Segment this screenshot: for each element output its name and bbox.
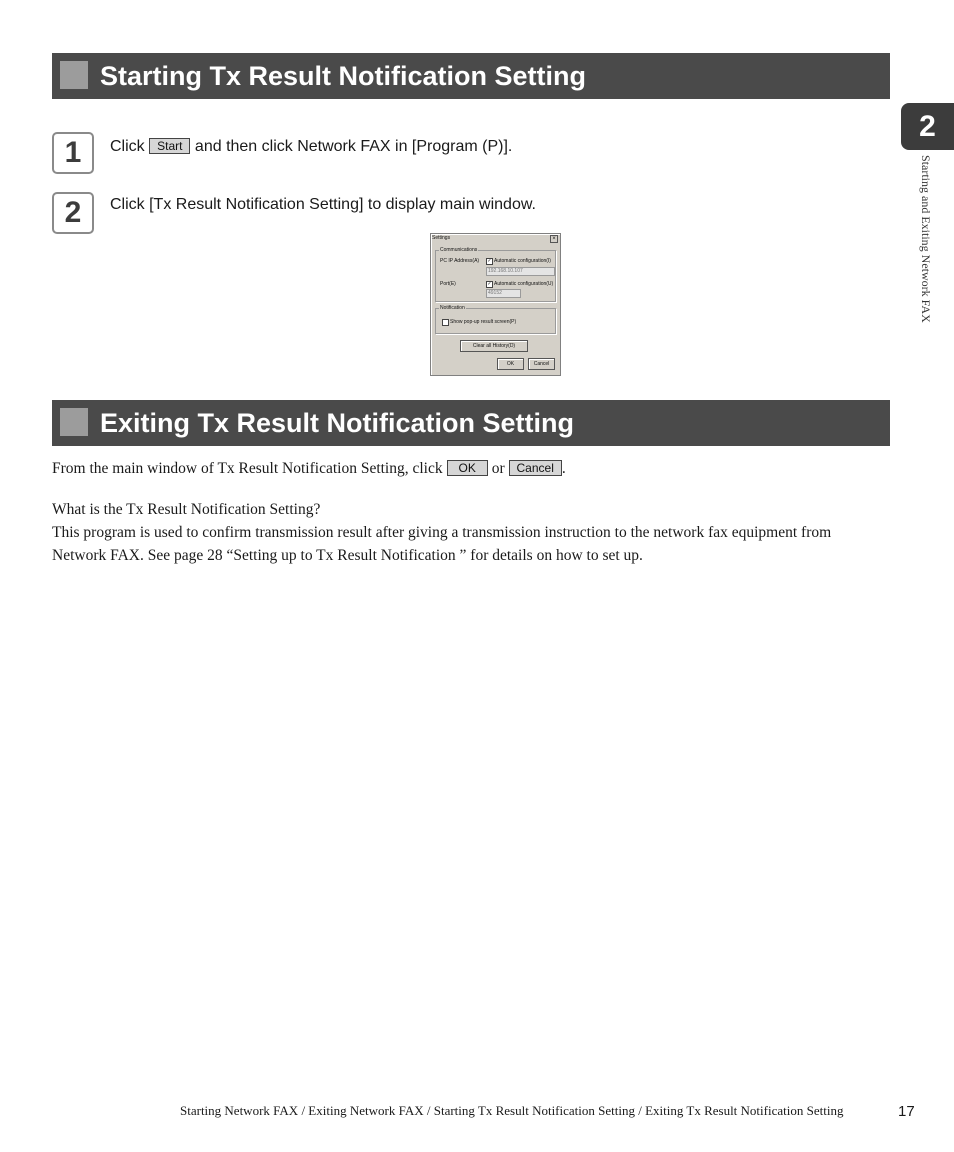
chapter-tab: 2 bbox=[901, 103, 954, 150]
port-field: 49152 bbox=[486, 289, 521, 298]
step-number-badge: 1 bbox=[52, 132, 94, 174]
section-header-starting bbox=[52, 53, 890, 99]
section-title: Starting Tx Result Notification Setting bbox=[100, 61, 587, 91]
section-square-icon bbox=[60, 61, 88, 89]
clear-history-button: Clear all History(D) bbox=[460, 340, 528, 352]
notification-group bbox=[435, 305, 556, 334]
section-square-icon bbox=[60, 408, 88, 436]
exit-text-middle: or bbox=[491, 460, 505, 477]
page-number: 17 bbox=[898, 1103, 915, 1120]
close-icon: × bbox=[550, 235, 558, 243]
exit-text-after: . bbox=[561, 460, 566, 477]
settings-dialog bbox=[430, 233, 561, 376]
chapter-side-label: Starting and Exiting Network FAX bbox=[919, 155, 933, 323]
popup-label: Show pop-up result screen(P) bbox=[450, 319, 517, 325]
auto-config-ip-label: Automatic configuration(I) bbox=[494, 258, 551, 264]
info-line-1: This program is used to confirm transmission result after giving a transmission instruction to the network fax equipment from bbox=[52, 524, 832, 541]
communications-group bbox=[435, 247, 556, 302]
footer-breadcrumb: Starting Network FAX / Exiting Network FAX / Starting Tx Result Notification Setting / Exiting Tx Result Notification Setting bbox=[180, 1103, 844, 1118]
pc-ip-label: PC IP Address(A) bbox=[440, 258, 480, 264]
section-title: Exiting Tx Result Notification Setting bbox=[100, 408, 575, 438]
step-1-text bbox=[110, 138, 512, 156]
cancel-button: Cancel bbox=[509, 460, 562, 476]
step-1-text-before: Click bbox=[110, 138, 145, 155]
exit-instruction bbox=[52, 457, 566, 480]
section-header-exiting bbox=[52, 400, 890, 446]
info-question: What is the Tx Result Notification Setting? bbox=[52, 501, 321, 518]
ok-button: OK bbox=[447, 460, 488, 476]
auto-config-ip-checkbox: ✓ bbox=[487, 258, 492, 264]
auto-config-port-label: Automatic configuration(U) bbox=[494, 281, 554, 287]
start-button: Start bbox=[149, 138, 190, 154]
dialog-cancel-button: Cancel bbox=[528, 358, 555, 370]
port-label: Port(E) bbox=[440, 281, 456, 287]
dialog-title: Settings bbox=[432, 235, 451, 241]
exit-text-before: From the main window of Tx Result Notification Setting, click bbox=[52, 460, 443, 477]
step-2-text: Click [Tx Result Notification Setting] to display main window. bbox=[110, 196, 536, 213]
dialog-ok-button: OK bbox=[497, 358, 524, 370]
info-line-2: Network FAX. See page 28 “Setting up to Tx Result Notification ” for details on how to set up. bbox=[52, 547, 643, 564]
popup-checkbox bbox=[442, 319, 449, 326]
auto-config-port-checkbox: ✓ bbox=[487, 281, 492, 287]
step-number-badge: 2 bbox=[52, 192, 94, 234]
ip-address-field: 192.168.10.107 bbox=[486, 267, 555, 276]
communications-legend: Communications bbox=[440, 247, 478, 253]
notification-legend: Notification bbox=[440, 305, 465, 311]
step-1-text-after: and then click Network FAX in [Program (P)]. bbox=[194, 138, 513, 155]
